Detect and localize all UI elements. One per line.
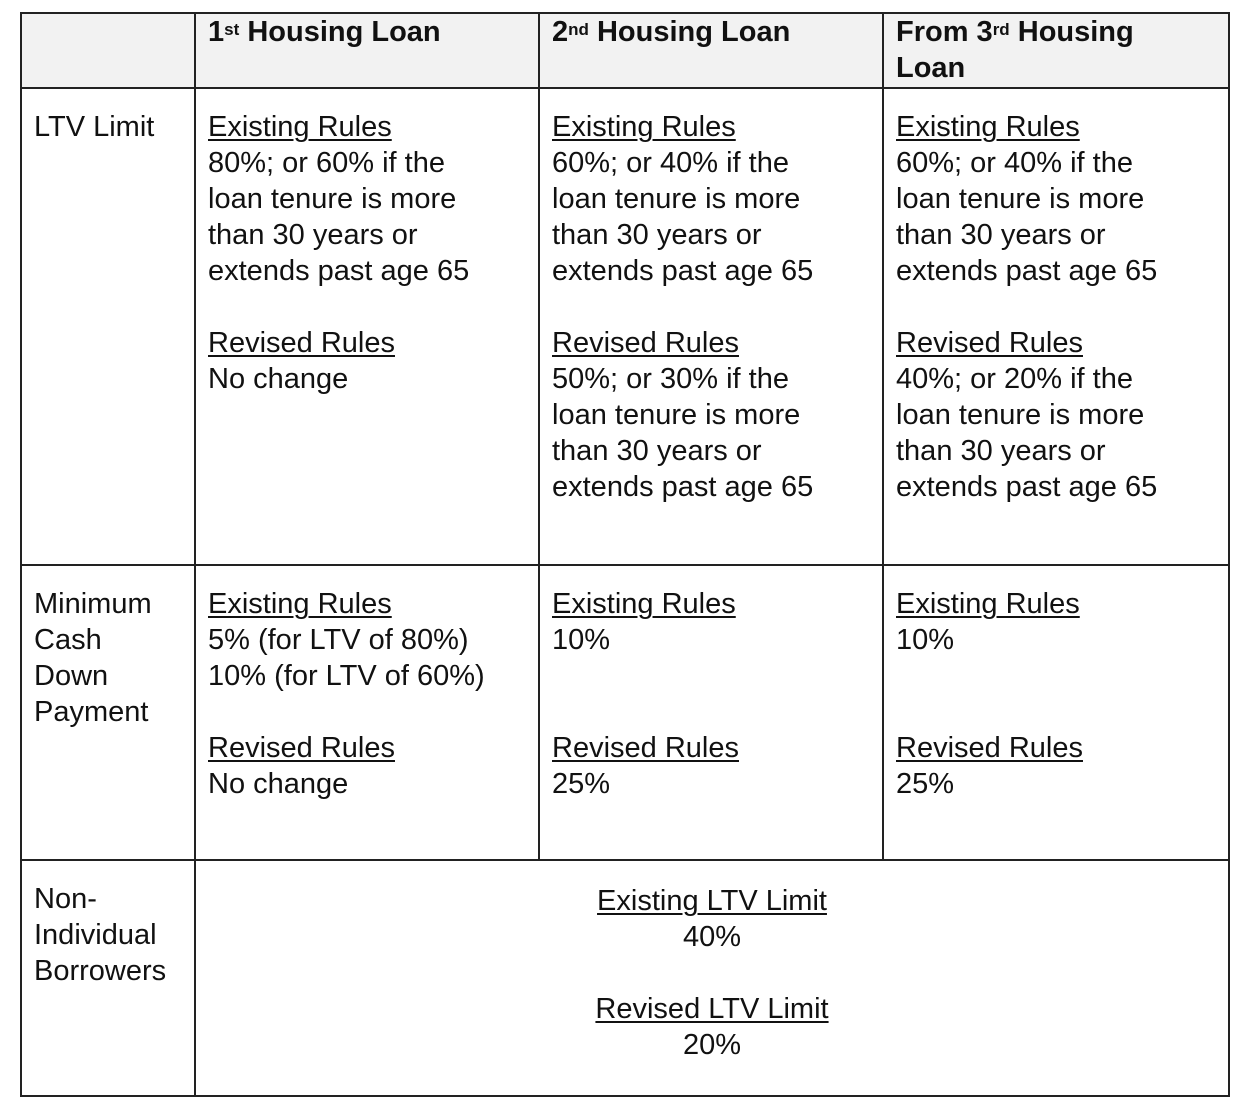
existing-rules-title: Existing Rules xyxy=(896,588,1080,620)
rule-line: 10% xyxy=(552,624,611,656)
cash-second-loan-cell xyxy=(539,565,883,860)
rule-line: loan tenure is more xyxy=(552,183,801,215)
header-first-loan xyxy=(195,13,539,88)
header-third-text: Housing xyxy=(1009,16,1134,48)
rule-line: 25% xyxy=(896,768,955,800)
revised-rules-title: Revised Rules xyxy=(896,327,1083,359)
rule-line: 60%; or 40% if the xyxy=(552,147,789,179)
existing-ltv-limit-title: Existing LTV Limit xyxy=(597,885,827,917)
header-first-sup: st xyxy=(224,20,240,39)
header-first-num: 1 xyxy=(208,16,225,48)
header-second-num: 2 xyxy=(552,16,569,48)
revised-rules-title: Revised Rules xyxy=(552,327,739,359)
header-second-text: Housing Loan xyxy=(588,16,791,48)
existing-rules-title: Existing Rules xyxy=(208,111,392,143)
revised-ltv-limit-value: 20% xyxy=(682,1029,742,1061)
label-line: Payment xyxy=(34,696,149,728)
header-first-text: Housing Loan xyxy=(239,16,441,48)
non-individual-label xyxy=(22,861,194,989)
existing-rules-title: Existing Rules xyxy=(896,111,1080,143)
rule-line: loan tenure is more xyxy=(896,183,1145,215)
label-line: Non- xyxy=(34,883,97,915)
existing-rules-title: Existing Rules xyxy=(552,588,736,620)
rule-line: extends past age 65 xyxy=(552,255,814,287)
cash-first-loan-cell xyxy=(195,565,539,860)
label-line: Cash xyxy=(34,624,102,656)
rule-line: loan tenure is more xyxy=(552,399,801,431)
non-individual-rules-cell xyxy=(195,860,1229,1096)
label-line: Individual xyxy=(34,919,157,951)
non-individual-label-cell xyxy=(21,860,195,1096)
header-second-loan xyxy=(539,13,883,88)
rule-line: than 30 years or xyxy=(896,219,1106,251)
rule-line: 80%; or 60% if the xyxy=(208,147,445,179)
rule-line: No change xyxy=(208,363,349,395)
revised-rules-title: Revised Rules xyxy=(208,732,395,764)
revised-rules-title: Revised Rules xyxy=(208,327,395,359)
ltv-limit-label: LTV Limit xyxy=(34,111,155,143)
rule-line: 60%; or 40% if the xyxy=(896,147,1133,179)
revised-rules-title: Revised Rules xyxy=(896,732,1083,764)
rule-line: 10% (for LTV of 60%) xyxy=(208,660,485,692)
rule-line: than 30 years or xyxy=(896,435,1106,467)
header-third-num: From 3 xyxy=(896,16,993,48)
rule-line: 5% (for LTV of 80%) xyxy=(208,624,469,656)
revised-ltv-limit-title: Revised LTV Limit xyxy=(595,993,829,1025)
rule-line: 40%; or 20% if the xyxy=(896,363,1133,395)
rule-line: extends past age 65 xyxy=(896,471,1158,503)
rule-line: than 30 years or xyxy=(208,219,418,251)
revised-rules-title: Revised Rules xyxy=(552,732,739,764)
rule-line: 50%; or 30% if the xyxy=(552,363,789,395)
ltv-third-loan-cell xyxy=(883,88,1229,565)
header-third-sup: rd xyxy=(992,20,1010,39)
ltv-limit-row xyxy=(21,88,1229,565)
rule-line: than 30 years or xyxy=(552,219,762,251)
header-third-loan xyxy=(883,13,1229,88)
housing-loan-rules-table xyxy=(20,12,1230,1097)
header-row xyxy=(21,13,1229,88)
existing-rules-title: Existing Rules xyxy=(552,111,736,143)
label-line: Down xyxy=(34,660,109,692)
ltv-limit-label-cell xyxy=(21,88,195,565)
cash-down-payment-label xyxy=(22,566,194,730)
ltv-second-loan-cell xyxy=(539,88,883,565)
header-second-sup: nd xyxy=(568,20,589,39)
rule-line: extends past age 65 xyxy=(896,255,1158,287)
rule-line: extends past age 65 xyxy=(208,255,470,287)
rule-line: 10% xyxy=(896,624,955,656)
rule-line: 25% xyxy=(552,768,611,800)
label-line: Borrowers xyxy=(34,955,167,987)
cash-third-loan-cell xyxy=(883,565,1229,860)
rule-line: loan tenure is more xyxy=(208,183,457,215)
existing-ltv-limit-value: 40% xyxy=(682,921,742,953)
label-line: Minimum xyxy=(34,588,152,620)
rule-line: No change xyxy=(208,768,349,800)
cash-down-payment-label-cell xyxy=(21,565,195,860)
rule-line: loan tenure is more xyxy=(896,399,1145,431)
header-third-line2: Loan xyxy=(896,52,966,84)
header-corner-cell xyxy=(21,13,195,88)
cash-down-payment-row xyxy=(21,565,1229,860)
rule-line: than 30 years or xyxy=(552,435,762,467)
rule-line: extends past age 65 xyxy=(552,471,814,503)
ltv-first-loan-cell xyxy=(195,88,539,565)
non-individual-borrowers-row xyxy=(21,860,1229,1096)
existing-rules-title: Existing Rules xyxy=(208,588,392,620)
